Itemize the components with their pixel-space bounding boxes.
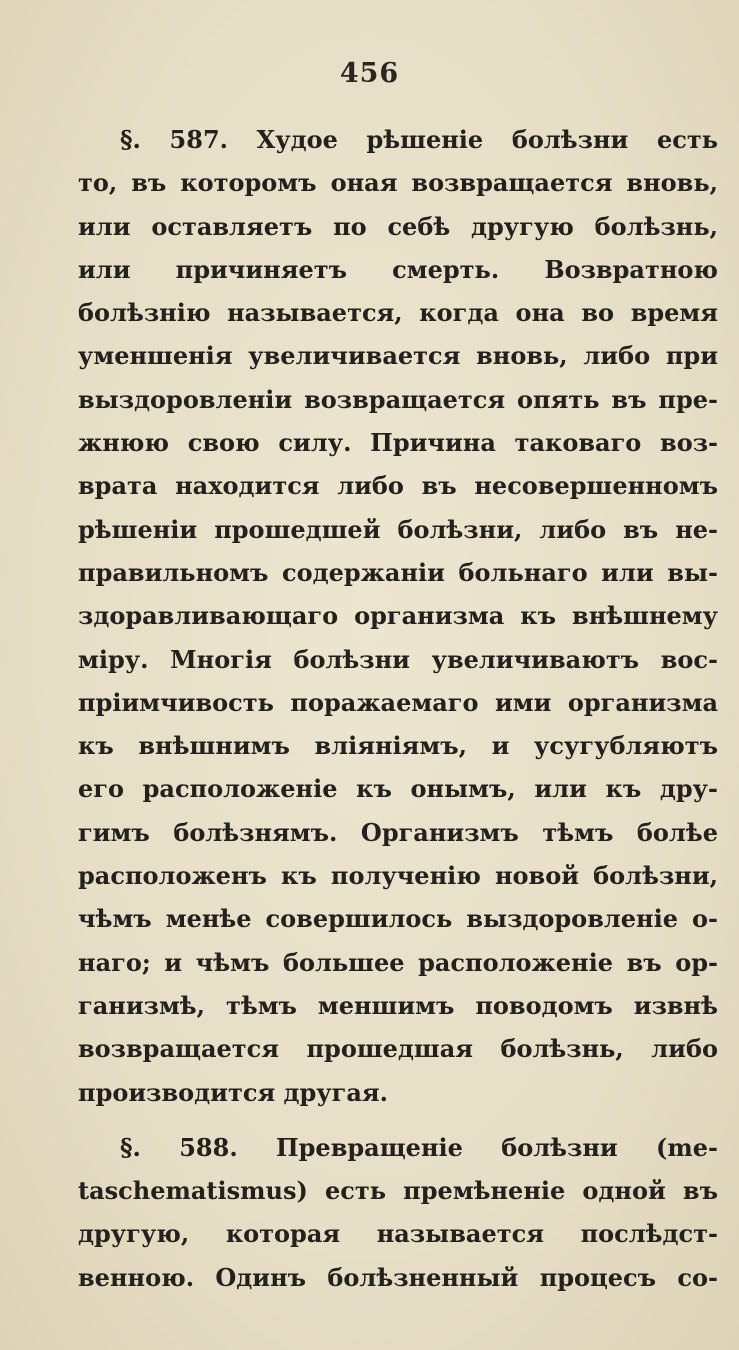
body-text [78,118,718,1299]
paragraph-587 [78,118,718,1114]
text-line: болѣзнію называется, когда она во время [78,298,718,328]
text-line: пріимчивость поражаемаго ими организма [78,687,718,717]
text-line: или причиняетъ смерть. Возвратною [78,254,718,284]
text-line: венною. Одинъ болѣзненный процесъ со- [78,1262,718,1292]
text-line: его расположеніе къ онымъ, или къ дру- [78,774,718,804]
text-line: наго; и чѣмъ большее расположеніе въ ор- [78,947,718,977]
text-line: производится другая. [78,1077,389,1107]
text-line: гимъ болѣзнямъ. Организмъ тѣмъ болѣе [78,817,718,847]
paragraph-gap [78,1114,718,1126]
text-line: §. 587. Худое рѣшеніе болѣзни есть [120,125,718,154]
text-line: жнюю свою силу. Причина таковаго воз- [78,428,718,458]
text-line: врата находится либо въ несовершенномъ [78,471,718,501]
text-line: уменшенія увеличивается вновь, либо при [78,341,718,371]
text-line: правильномъ содержаніи больнаго или вы- [78,557,718,587]
text-line: ганизмѣ, тѣмъ меншимъ поводомъ извнѣ [78,990,718,1020]
text-line: §. 588. Превращеніе болѣзни (me- [120,1132,718,1162]
text-line: здоравливающаго организма къ внѣшнему [78,601,718,631]
text-line: выздоровленіи возвращается опять въ пре- [78,384,718,414]
page-number: 456 [339,58,400,89]
paragraph-588 [78,1126,718,1299]
text-line: къ внѣшнимъ вліяніямъ, и усугубляютъ [78,731,718,761]
text-line: то, въ которомъ оная возвращается вновь, [78,168,718,198]
text-line: возвращается прошедшая болѣзнь, либо [78,1034,718,1064]
text-line: taschematismus) есть премѣненіе одной въ [78,1176,718,1206]
text-line: расположенъ къ полученію новой болѣзни, [78,861,718,891]
text-line: другую, которая называется послѣдст- [78,1219,718,1249]
text-line: міру. Многія болѣзни увеличиваютъ вос- [78,644,718,674]
text-line: чѣмъ менѣе совершилось выздоровленіе о- [78,904,718,934]
text-line: или оставляетъ по себѣ другую болѣзнь, [78,211,718,241]
text-line: рѣшеніи прошедшей болѣзни, либо въ не- [78,514,718,544]
